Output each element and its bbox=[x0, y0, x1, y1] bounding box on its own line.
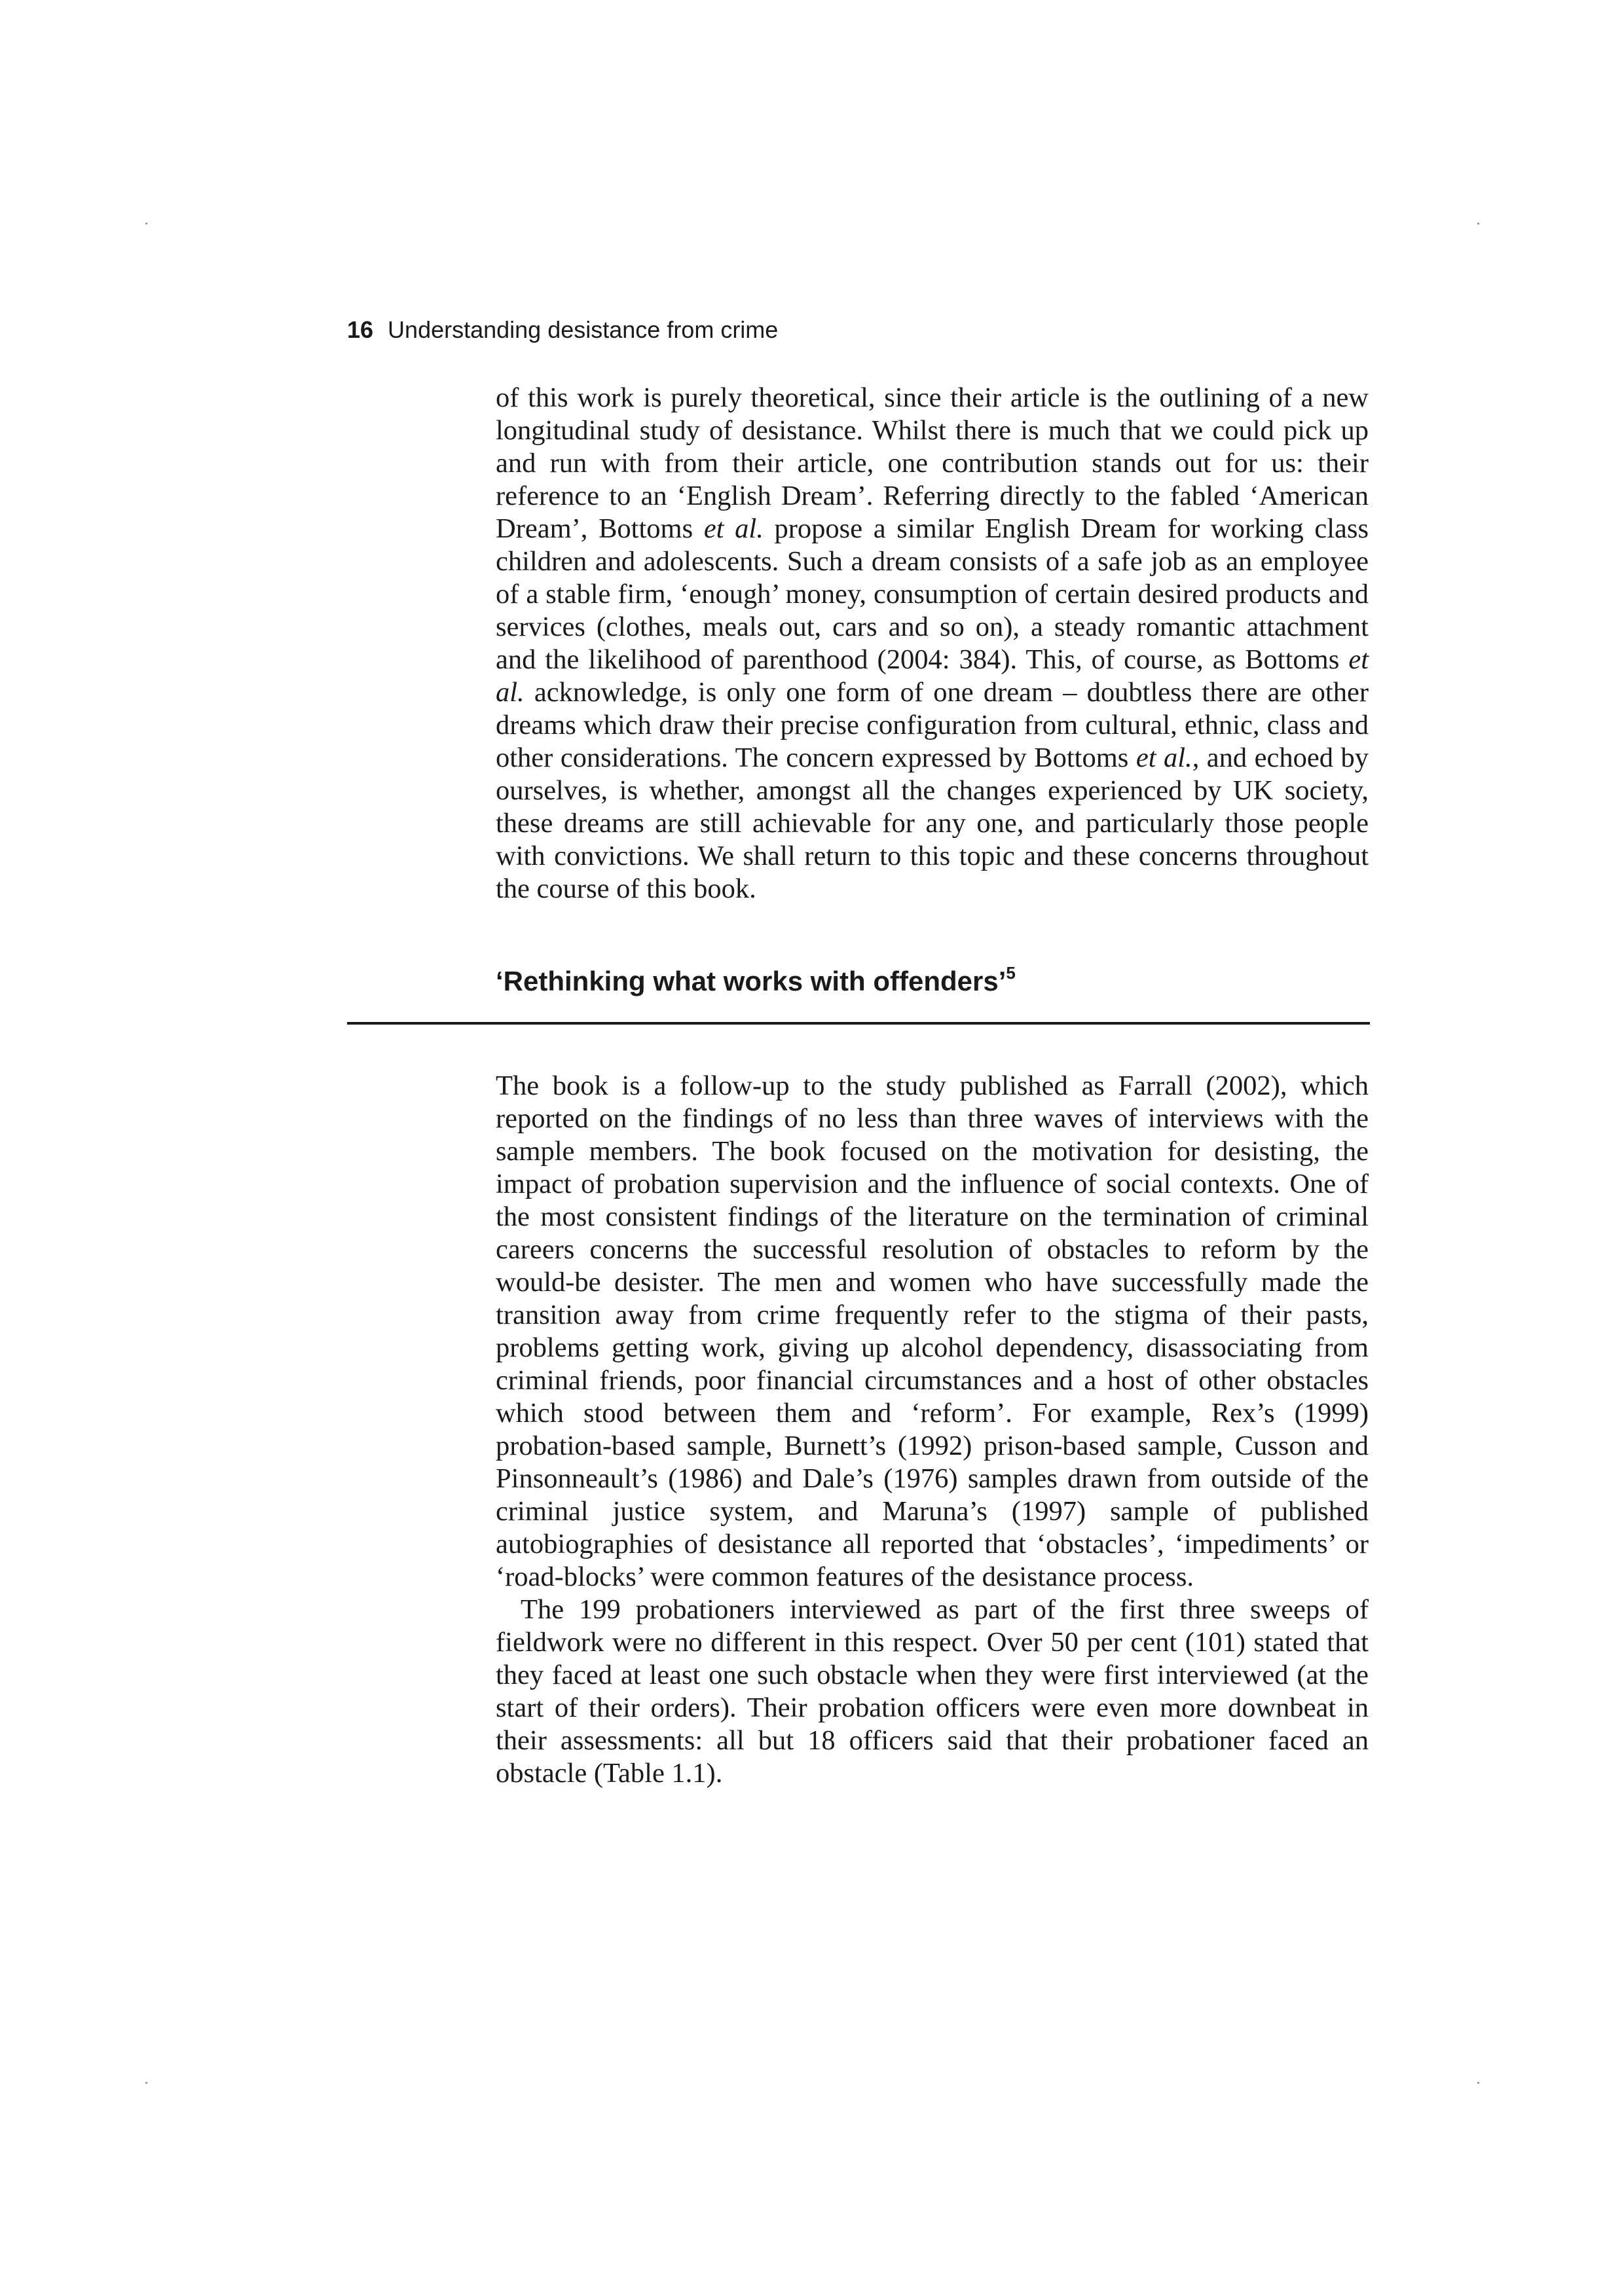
running-head-title: Understanding desistance from crime bbox=[388, 316, 779, 343]
crop-mark-bottom-left bbox=[145, 2082, 147, 2084]
footnote-ref: 5 bbox=[1006, 963, 1016, 983]
body-paragraph-2: The book is a follow-up to the study published as Farrall (2002), which reported on the findings of no less than three waves of interviews with the sample members. The book focused on the motivation for desisting, the impact of probation supervision and the influence of social contexts. One of the most consistent findings of the literature on the termination of criminal careers concerns the successful resolution of obstacles to reform by the would-be desister. The men and women who have successfully made the transition away from crime frequently refer to the stigma of their pasts, problems getting work, giving up alcohol dependency, disassociating from criminal friends, poor financial circumstances and a host of other obstacles which stood between them and ‘reform’. For example, Rex’s (1999) probation-based sample, Burnett’s (1992) prison-based sample, Cusson and Pinsonneault’s (1986) and Dale’s (1976) samples drawn from outside of the criminal justice system, and Maruna’s (1997) sample of published autobiographies of desistance all reported that ‘obstacles’, ‘impediments’ or ‘road-blocks’ were common features of the desistance process. bbox=[496, 1070, 1369, 1592]
section-heading-text: ‘Rethinking what works with offenders’ bbox=[496, 966, 1006, 996]
text-segment: acknowledge, is only one form of one dream – doubtless there are other dreams which draw their precise configuration from cultural, ethnic, class and other considerations. The concern expressed by Bottoms bbox=[496, 677, 1369, 773]
italic-et-al: et al. bbox=[1135, 742, 1192, 773]
section-body bbox=[496, 1070, 1369, 1790]
crop-mark-top-right bbox=[1477, 223, 1479, 225]
crop-mark-bottom-right bbox=[1477, 2082, 1479, 2084]
italic-et-al: et al. bbox=[496, 644, 1369, 708]
page-number: 16 bbox=[347, 316, 374, 343]
running-head bbox=[347, 316, 778, 344]
body-paragraph-1 bbox=[496, 382, 1369, 905]
section-heading bbox=[496, 964, 1016, 999]
crop-mark-top-left bbox=[145, 223, 147, 225]
italic-et-al: et al. bbox=[703, 513, 764, 544]
section-divider bbox=[347, 1022, 1370, 1025]
text-segment: , and echoed by ourselves, is whether, amongst all the changes experienced by UK society, these dreams are still achievable for any one, and particularly those people with convictions. We shall return to this topic and these concerns throughout the course of this book. bbox=[496, 742, 1369, 904]
body-paragraph-3: The 199 probationers interviewed as part of the first three sweeps of fieldwork were no different in this respect. Over 50 per cent (101) stated that they faced at least one such obstacle when they were first interviewed (at the start of their orders). Their probation officers were even more downbeat in their assessments: all but 18 officers said that their probationer faced an obstacle (Table 1.1). bbox=[496, 1594, 1369, 1789]
text-segment: of this work is purely theoretical, since their article is the outlining of a new longitudinal study of desistance. Whilst there is much that we could pick up and run with from their article, one contribution stands out for us: their reference to an ‘English Dream’. Referring directly to the fabled ‘American Dream’, Bottoms bbox=[496, 382, 1369, 544]
text-segment: propose a similar English Dream for working class children and adolescents. Such a dream consists of a safe job as an employee of a stable firm, ‘enough’ money, consumption of certain desired products and services (clothes, meals out, cars and so on), a steady romantic attachment and the likelihood of parenthood (2004: 384). This, of course, as Bottoms bbox=[496, 513, 1369, 675]
